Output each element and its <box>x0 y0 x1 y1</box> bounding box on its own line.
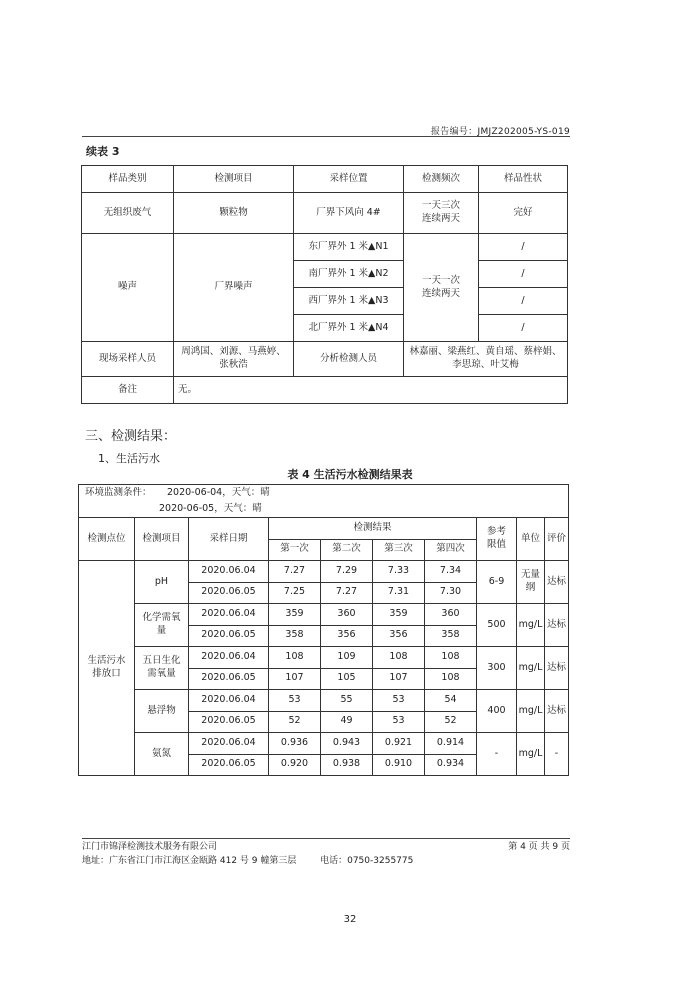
result-value: 108 <box>269 647 321 669</box>
result-value: 55 <box>321 690 373 712</box>
test-frequency: 一天三次 连续两天 <box>404 193 479 234</box>
result-value: 0.910 <box>373 754 425 776</box>
test-item: 氨氮 <box>135 733 189 776</box>
unit: mg/L <box>517 604 545 647</box>
evaluation: 达标 <box>545 690 569 733</box>
header-cell: 参考 限值 <box>477 518 517 561</box>
test-item: 颗粒物 <box>174 193 294 234</box>
result-value: 0.943 <box>321 733 373 755</box>
table-row <box>82 193 568 234</box>
env-cell <box>79 485 569 502</box>
sampling-info-table <box>81 165 568 404</box>
analysts: 林嘉丽、梁燕红、黄自瑶、蔡梓娟、 李思琼、叶艾梅 <box>404 342 568 377</box>
reference-limit: 400 <box>477 690 517 733</box>
env-date-2: 2020-06-05，天气：晴 <box>79 501 569 518</box>
unit: 无量 纲 <box>517 561 545 604</box>
wastewater-results-table <box>78 484 569 776</box>
table-row <box>82 377 568 404</box>
reference-limit: 300 <box>477 647 517 690</box>
result-value: 7.31 <box>373 582 425 604</box>
header-cell: 检测项目 <box>135 518 189 561</box>
header-cell: 样品性状 <box>479 166 568 193</box>
header-cell: 检测点位 <box>79 518 135 561</box>
result-value: 0.938 <box>321 754 373 776</box>
result-value: 105 <box>321 668 373 690</box>
result-value: 52 <box>269 711 321 733</box>
result-value: 358 <box>269 625 321 647</box>
footer-address: 地址：广东省江门市江海区金瓯路 412 号 9 幢第三层 <box>82 856 297 866</box>
evaluation: - <box>545 733 569 776</box>
result-value: 0.936 <box>269 733 321 755</box>
env-row <box>79 485 569 502</box>
test-point: 生活污水 排放口 <box>79 561 135 776</box>
header-rule <box>82 136 570 137</box>
header-cell: 采样日期 <box>189 518 269 561</box>
result-value: 54 <box>425 690 477 712</box>
result-value: 356 <box>321 625 373 647</box>
remark: 无。 <box>174 377 568 404</box>
table-row <box>79 690 569 712</box>
sampling-date: 2020.06.05 <box>189 668 269 690</box>
result-value: 107 <box>269 668 321 690</box>
header-cell: 检测结果 <box>269 518 477 540</box>
table-row <box>79 561 569 583</box>
header-cell: 第三次 <box>373 539 425 561</box>
unit: mg/L <box>517 733 545 776</box>
sample-state: / <box>479 261 568 288</box>
sampling-date: 2020.06.05 <box>189 711 269 733</box>
footer-phone: 电话：0750-3255775 <box>320 856 414 866</box>
sample-state: 完好 <box>479 193 568 234</box>
sample-state: / <box>479 288 568 315</box>
section-title: 三、检测结果： <box>85 429 177 444</box>
header-cell: 采样位置 <box>294 166 404 193</box>
samplers-label: 现场采样人员 <box>82 342 174 377</box>
test-item: 厂界噪声 <box>174 234 294 342</box>
sampling-location: 南厂界外 1 米▲N2 <box>294 261 404 288</box>
sampling-location: 北厂界外 1 米▲N4 <box>294 315 404 342</box>
header-cell: 样品类别 <box>82 166 174 193</box>
unit: mg/L <box>517 647 545 690</box>
header-cell: 第二次 <box>321 539 373 561</box>
result-value: 358 <box>425 625 477 647</box>
result-value: 7.29 <box>321 561 373 583</box>
result-value: 7.27 <box>321 582 373 604</box>
result-value: 360 <box>425 604 477 626</box>
footer-company: 江门市锦泽检测技术服务有限公司 <box>82 842 218 852</box>
result-value: 7.34 <box>425 561 477 583</box>
header-cell: 第四次 <box>425 539 477 561</box>
sampling-date: 2020.06.04 <box>189 561 269 583</box>
result-value: 360 <box>321 604 373 626</box>
section-subtitle: 1、生活污水 <box>98 452 160 465</box>
samplers: 周鸿国、刘源、马燕婷、 张秋浩 <box>174 342 294 377</box>
result-value: 7.30 <box>425 582 477 604</box>
result-value: 359 <box>269 604 321 626</box>
result-value: 108 <box>425 668 477 690</box>
table-row <box>79 733 569 755</box>
page-number: 32 <box>343 914 357 925</box>
env-date-1: 2020-06-04，天气：晴 <box>167 486 270 498</box>
sampling-date: 2020.06.04 <box>189 647 269 669</box>
result-value: 356 <box>373 625 425 647</box>
result-value: 0.914 <box>425 733 477 755</box>
sampling-date: 2020.06.04 <box>189 604 269 626</box>
result-value: 107 <box>373 668 425 690</box>
result-value: 53 <box>269 690 321 712</box>
env-row <box>79 501 569 518</box>
table-row <box>79 604 569 626</box>
analysts-label: 分析检测人员 <box>294 342 404 377</box>
unit: mg/L <box>517 690 545 733</box>
table-row <box>82 234 568 261</box>
result-value: 53 <box>373 690 425 712</box>
header-cell: 检测频次 <box>404 166 479 193</box>
table4-title: 表 4 生活污水检测结果表 <box>287 468 413 481</box>
result-value: 7.27 <box>269 561 321 583</box>
result-value: 359 <box>373 604 425 626</box>
test-item: 化学需氧 量 <box>135 604 189 647</box>
sampling-date: 2020.06.05 <box>189 754 269 776</box>
sample-category: 无组织废气 <box>82 193 174 234</box>
result-value: 7.25 <box>269 582 321 604</box>
sampling-date: 2020.06.04 <box>189 690 269 712</box>
reference-limit: - <box>477 733 517 776</box>
sample-state: / <box>479 234 568 261</box>
sampling-location: 东厂界外 1 米▲N1 <box>294 234 404 261</box>
sample-category: 噪声 <box>82 234 174 342</box>
reference-limit: 500 <box>477 604 517 647</box>
header-cell: 单位 <box>517 518 545 561</box>
env-label: 环境监测条件： <box>85 486 152 498</box>
result-value: 53 <box>373 711 425 733</box>
result-value: 0.920 <box>269 754 321 776</box>
evaluation: 达标 <box>545 604 569 647</box>
table-header-row <box>79 518 569 540</box>
test-item: pH <box>135 561 189 604</box>
test-item: 悬浮物 <box>135 690 189 733</box>
remark-label: 备注 <box>82 377 174 404</box>
test-frequency: 一天一次 连续两天 <box>404 234 479 342</box>
result-value: 0.934 <box>425 754 477 776</box>
evaluation: 达标 <box>545 647 569 690</box>
result-value: 0.921 <box>373 733 425 755</box>
footer-address-line <box>82 853 413 866</box>
header-cell: 第一次 <box>269 539 321 561</box>
table-row <box>82 342 568 377</box>
evaluation: 达标 <box>545 561 569 604</box>
reference-limit: 6-9 <box>477 561 517 604</box>
header-cell: 评价 <box>545 518 569 561</box>
result-value: 108 <box>373 647 425 669</box>
header-cell: 检测项目 <box>174 166 294 193</box>
sampling-date: 2020.06.05 <box>189 582 269 604</box>
table-header-row <box>82 166 568 193</box>
footer-page: 第 4 页 共 9 页 <box>508 842 570 852</box>
result-value: 108 <box>425 647 477 669</box>
result-value: 7.33 <box>373 561 425 583</box>
sampling-date: 2020.06.04 <box>189 733 269 755</box>
table3-title: 续表 3 <box>86 145 120 158</box>
report-number: 报告编号：JMJZ202005-YS-019 <box>430 127 570 137</box>
sampling-date: 2020.06.05 <box>189 625 269 647</box>
sample-state: / <box>479 315 568 342</box>
result-value: 109 <box>321 647 373 669</box>
test-item: 五日生化 需氧量 <box>135 647 189 690</box>
result-value: 49 <box>321 711 373 733</box>
table-row <box>79 647 569 669</box>
sampling-location: 西厂界外 1 米▲N3 <box>294 288 404 315</box>
result-value: 52 <box>425 711 477 733</box>
sampling-location: 厂界下风向 4# <box>294 193 404 234</box>
